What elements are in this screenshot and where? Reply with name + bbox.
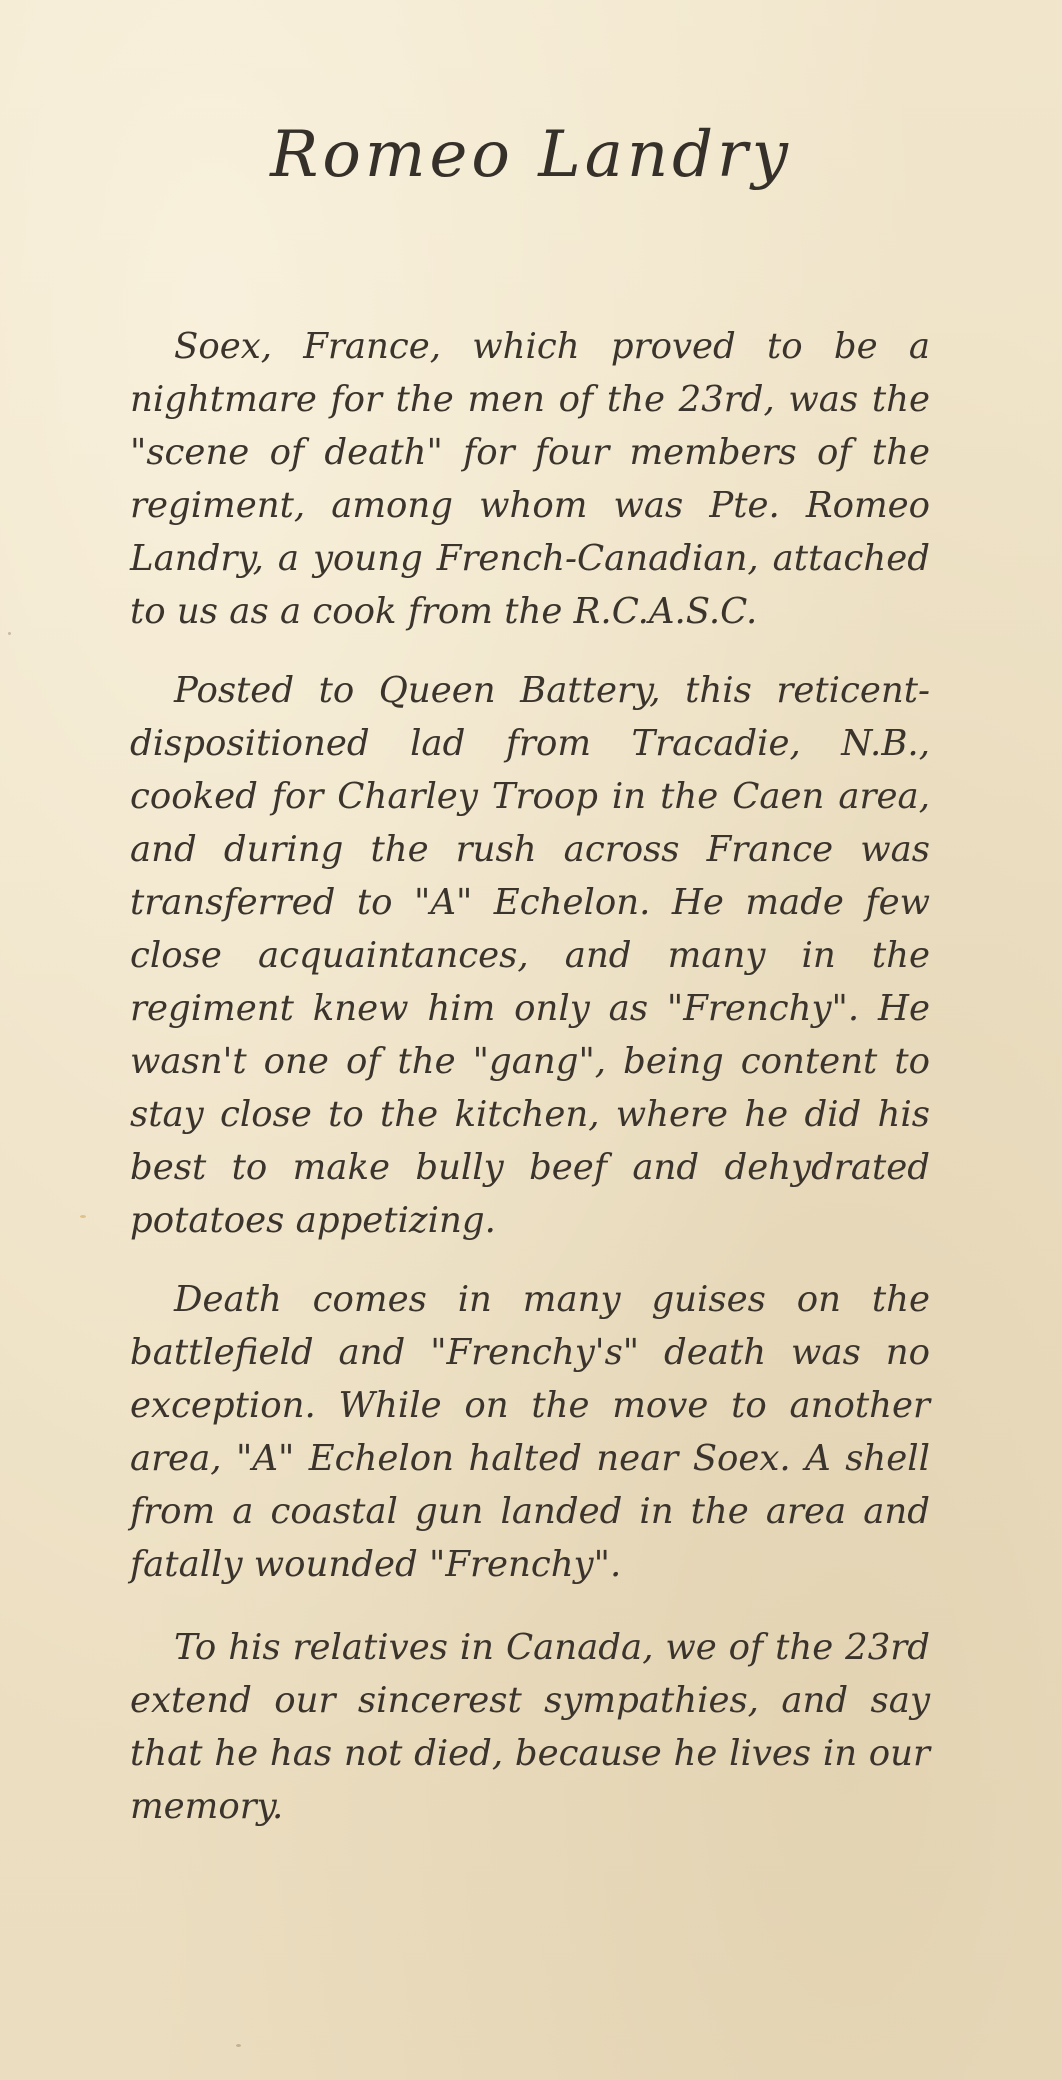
- paragraph-4: To his relatives in Canada, we of the 23rd extend our sincerest sympathies, and say that he has not died, because he lives in our memory.: [130, 1627, 930, 1827]
- page-title: Romeo Landry: [270, 118, 792, 192]
- article-body: [130, 320, 930, 1859]
- paper-speck: [80, 1215, 86, 1218]
- paragraph-2: Posted to Queen Battery, this reticent-dispositioned lad from Tracadie, N.B., cooked for Charley Troop in the Caen area, and during the rush across France was transferred to "A" Echelon. He made few close acquaintances, and many in the regiment knew him only as "Frenchy". He wasn't one of the "gang", being content to stay close to the kitchen, where he did his best to make bully beef and dehydrated potatoes appetizing.: [130, 670, 930, 1241]
- paragraph-1: Soex, France, which proved to be a nightmare for the men of the 23rd, was the "scene of death" for four members of the regiment, among whom was Pte. Romeo Landry, a young French-Canadian, attached to us as a cook from the R.C.A.S.C.: [130, 326, 930, 632]
- paper-speck: [236, 2044, 241, 2047]
- paper-speck: [8, 632, 11, 635]
- paragraph-3: Death comes in many guises on the battlefield and "Frenchy's" death was no exception. While on the move to another area, "A" Echelon halted near Soex. A shell from a coastal gun landed in the area and fatally wounded "Frenchy".: [130, 1279, 930, 1585]
